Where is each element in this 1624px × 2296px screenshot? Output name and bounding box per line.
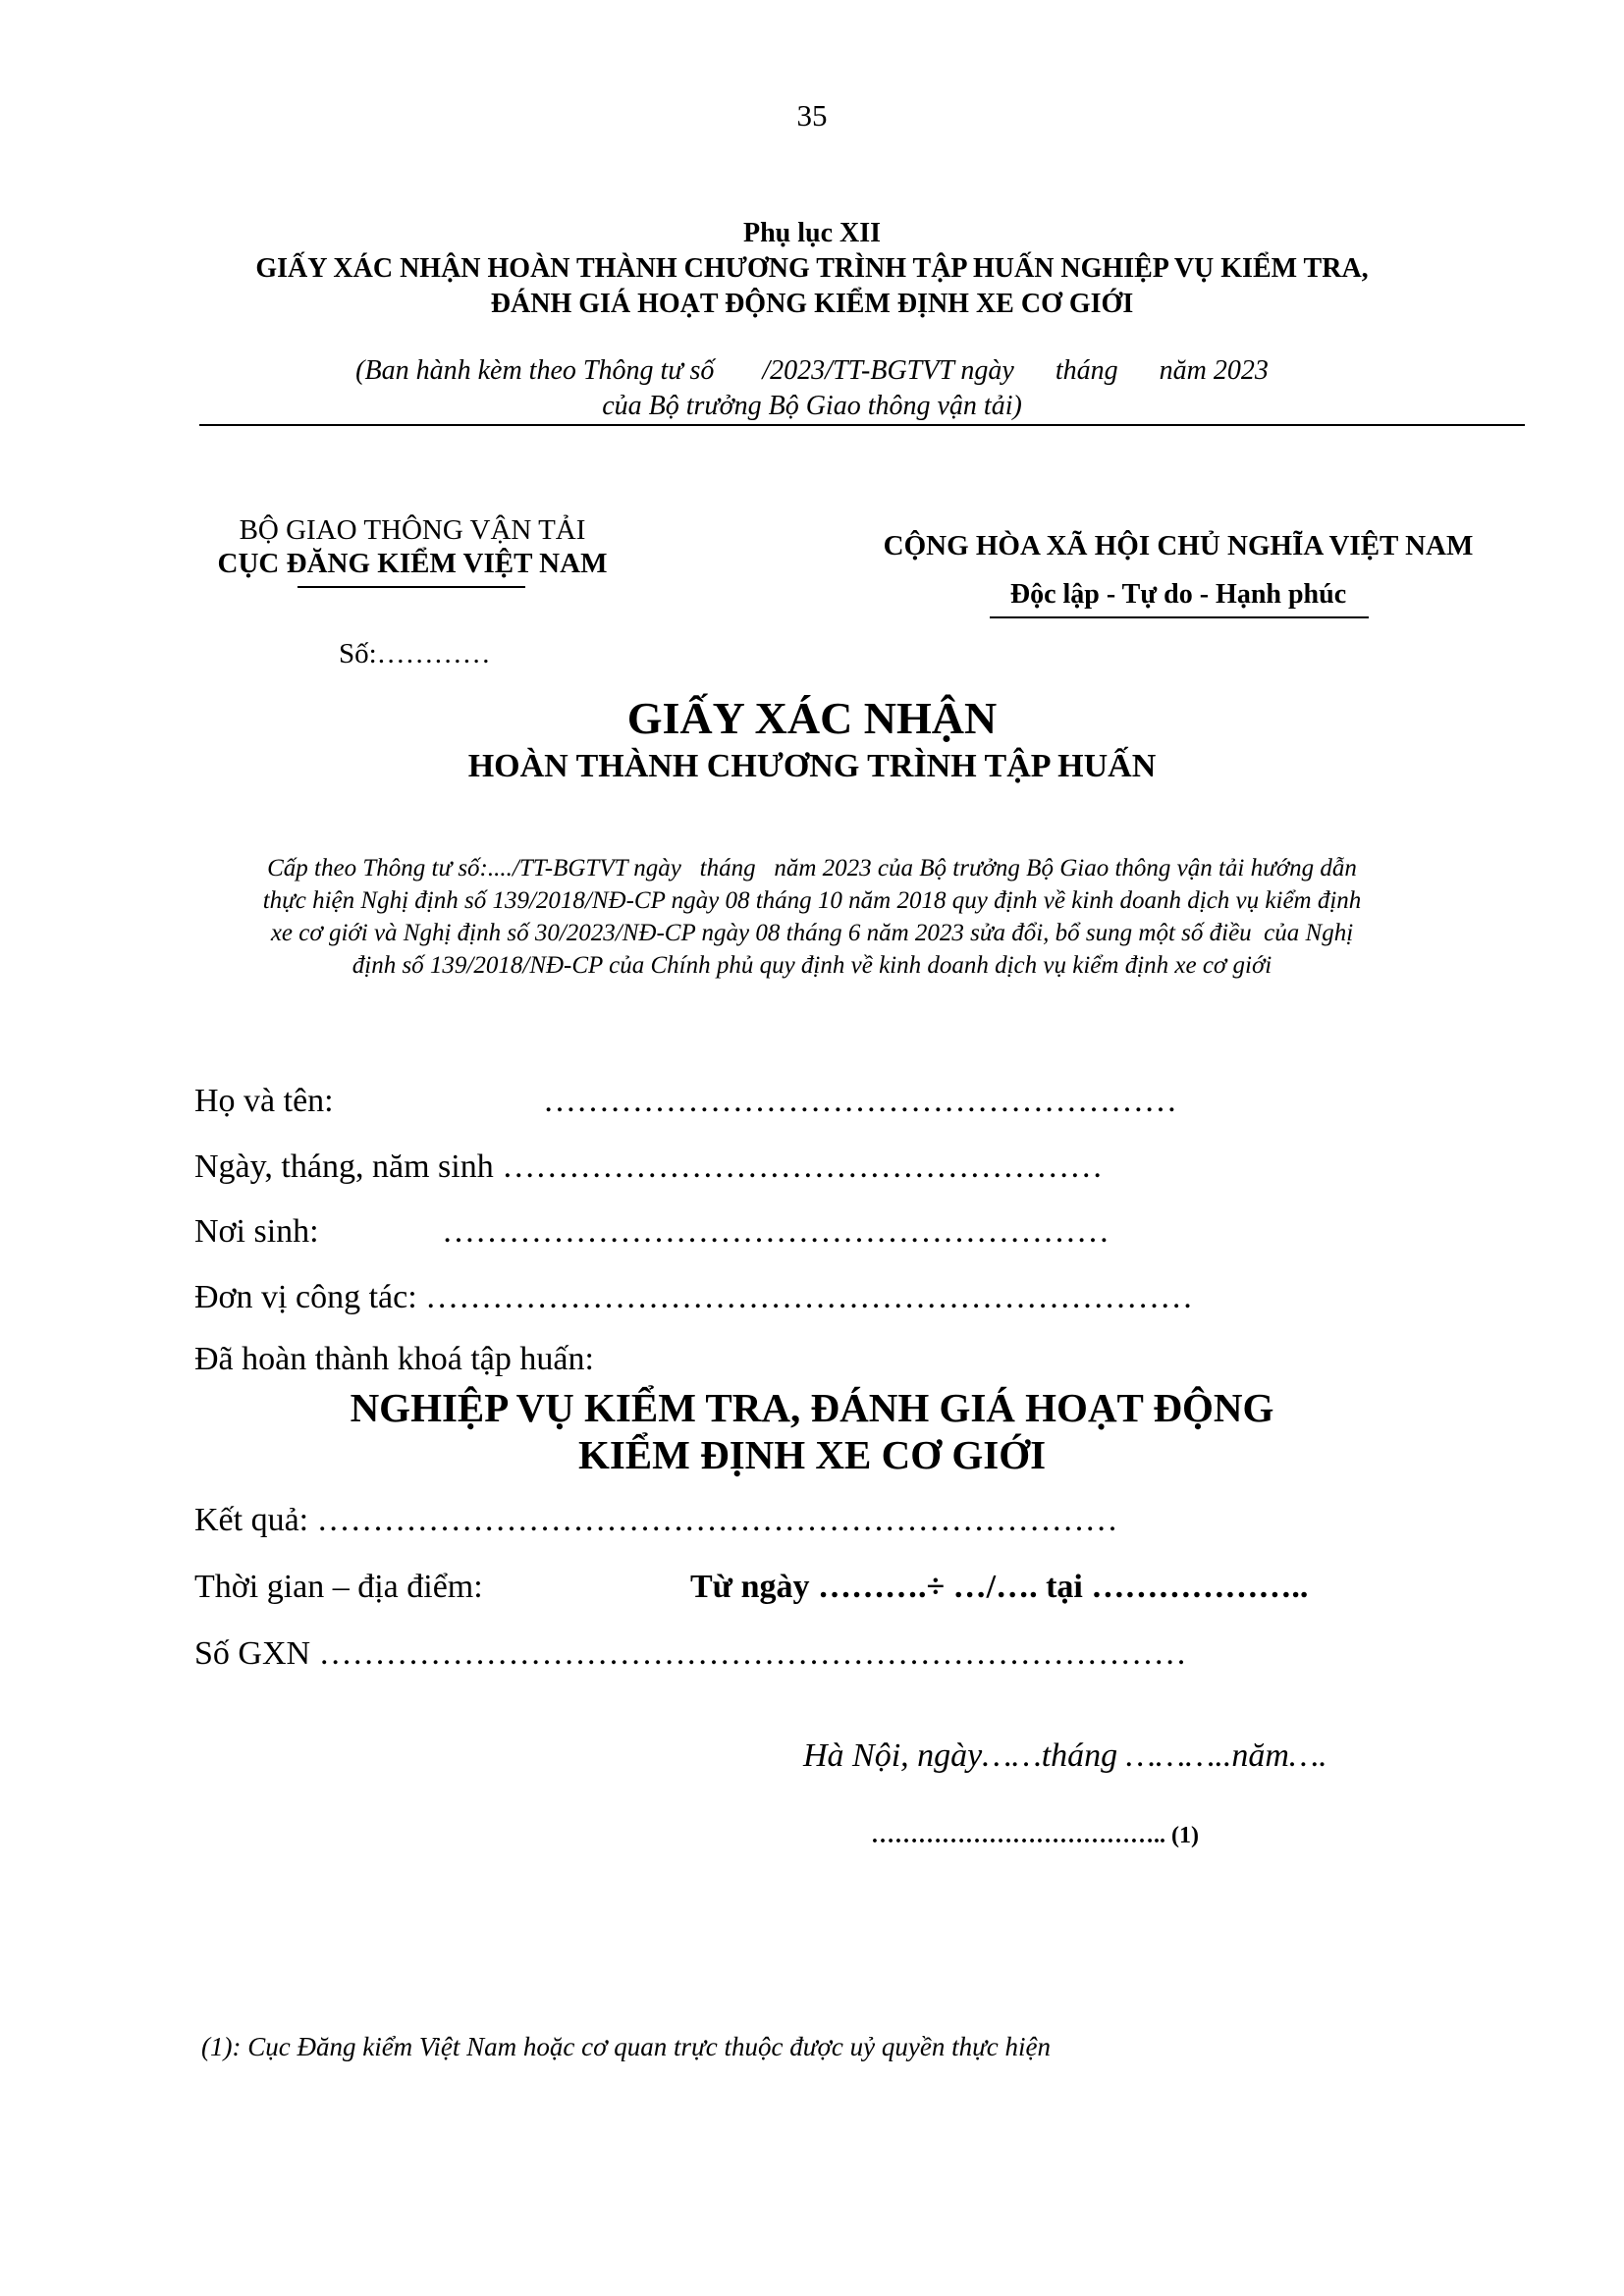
certificate-subtitle: HOÀN THÀNH CHƯƠNG TRÌNH TẬP HUẤN — [467, 748, 1157, 784]
appendix-title: Phụ lục XII — [742, 218, 882, 248]
legal-basis — [187, 852, 1437, 982]
place-and-date: Hà Nội, ngày……tháng ………..năm…. — [803, 1737, 1327, 1774]
legal-basis-line: thực hiện Nghị định số 139/2018/NĐ-CP ngày 08 tháng 10 năm 2018 quy định về kinh doanh dịch vụ kiểm định — [262, 887, 1362, 914]
page-number: 35 — [796, 98, 828, 133]
work-unit-field: Đơn vị công tác: …………………………………………………………… — [194, 1279, 1194, 1315]
signer-placeholder: ……………………………….. (1) — [871, 1823, 1199, 1848]
legal-basis-line: xe cơ giới và Nghị định số 30/2023/NĐ-CP ngày 08 tháng 6 năm 2023 sửa đổi, bổ sung một số điều của Nghị — [270, 920, 1354, 946]
full-name-blank: ………………………………………………… — [543, 1083, 1177, 1119]
agency-name: CỤC ĐĂNG KIỂM VIỆT NAM — [217, 548, 608, 579]
place-of-birth-blank: …………………………………………………… — [442, 1213, 1110, 1250]
nation-name: CỘNG HÒA XÃ HỘI CHỦ NGHĨA VIỆT NAM — [883, 530, 1474, 561]
agency-underline — [298, 586, 525, 588]
course-name-line-1: NGHIỆP VỤ KIỂM TRA, ĐÁNH GIÁ HOẠT ĐỘNG — [350, 1385, 1274, 1430]
certificate-title: GIẤY XÁC NHẬN — [626, 693, 998, 743]
course-completed-label: Đã hoàn thành khoá tập huấn: — [194, 1341, 594, 1377]
full-name-label: Họ và tên: — [194, 1083, 334, 1119]
time-location-value: Từ ngày ……….÷ …/…. tại ……………….. — [690, 1569, 1309, 1605]
course-name-line-2: KIỂM ĐỊNH XE CƠ GIỚI — [577, 1432, 1047, 1477]
ministry-name: BỘ GIAO THÔNG VẬN TẢI — [239, 514, 586, 546]
result-field: Kết quả: ……………………………………………………………… — [194, 1502, 1118, 1538]
date-of-birth-field: Ngày, tháng, năm sinh ……………………………………………… — [194, 1148, 1104, 1185]
appendix-heading-line-2: ĐÁNH GIÁ HOẠT ĐỘNG KIỂM ĐỊNH XE CƠ GIỚI — [490, 289, 1134, 319]
issued-with-note — [0, 353, 1624, 424]
appendix-heading-line-1: GIẤY XÁC NHẬN HOÀN THÀNH CHƯƠNG TRÌNH TẬP HUẤN NGHIỆP VỤ KIỂM TRA, — [255, 253, 1369, 284]
course-name — [0, 1384, 1624, 1478]
issued-with-line-1: (Ban hành kèm theo Thông tư số /2023/TT-BGTVT ngày tháng năm 2023 — [355, 355, 1269, 386]
certificate-number-field: Số GXN …………………………………………………………………… — [194, 1635, 1187, 1672]
legal-basis-line: định số 139/2018/NĐ-CP của Chính phủ quy định về kinh doanh dịch vụ kiểm định xe cơ giới — [352, 952, 1272, 979]
footnote: (1): Cục Đăng kiểm Việt Nam hoặc cơ quan trực thuộc được uỷ quyền thực hiện — [201, 2032, 1052, 2061]
motto-underline — [990, 616, 1369, 618]
appendix-heading — [147, 251, 1477, 322]
legal-basis-line: Cấp theo Thông tư số:..../TT-BGTVT ngày tháng năm 2023 của Bộ trưởng Bộ Giao thông vận tải hướng dẫn — [267, 855, 1357, 881]
document-number: Số:………… — [339, 638, 491, 669]
header-divider — [199, 424, 1525, 426]
time-location-label: Thời gian – địa điểm: — [194, 1569, 483, 1605]
national-motto: Độc lập - Tự do - Hạnh phúc — [1009, 579, 1347, 610]
issued-with-line-2: của Bộ trưởng Bộ Giao thông vận tải) — [602, 391, 1022, 421]
place-of-birth-label: Nơi sinh: — [194, 1213, 319, 1250]
